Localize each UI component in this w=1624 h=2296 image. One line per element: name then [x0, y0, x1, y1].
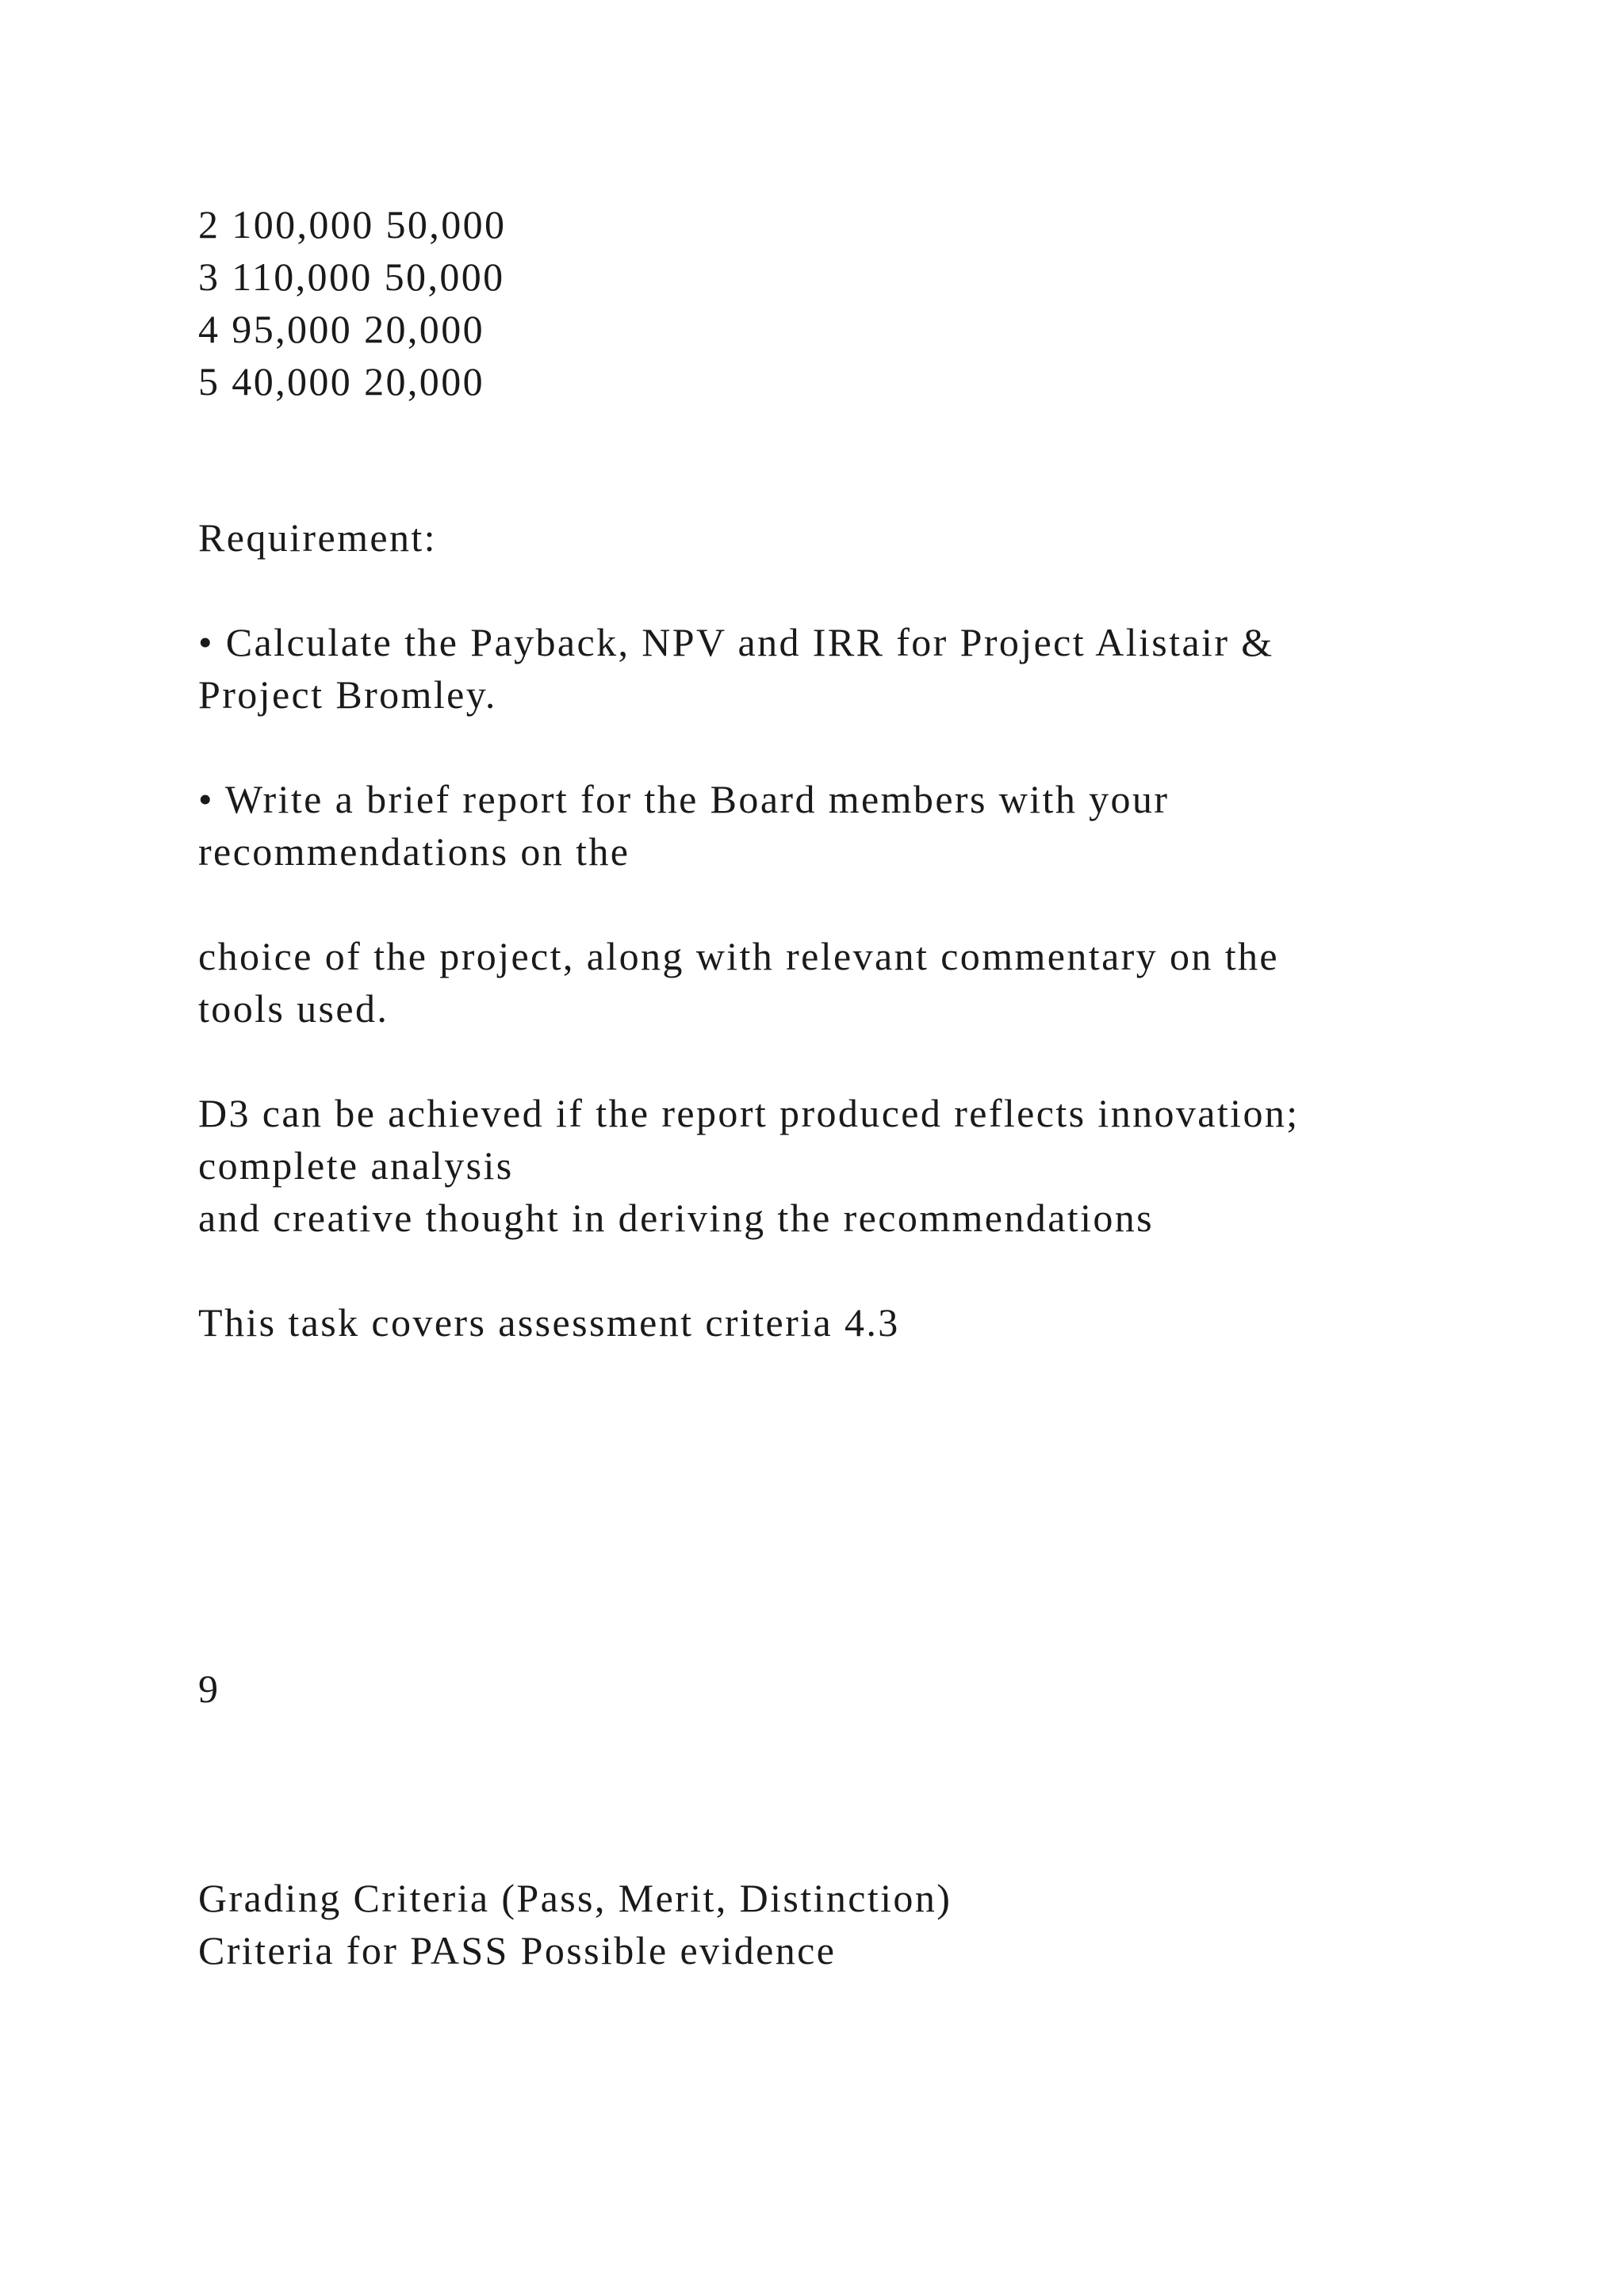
page-number: 9	[198, 1667, 220, 1711]
grading-criteria-header: Criteria for PASS Possible evidence	[198, 1928, 837, 1973]
bullet-report-line-1: • Write a brief report for the Board members with your	[198, 777, 1170, 821]
continuation-line-1: choice of the project, along with relevant commentary on the	[198, 934, 1279, 978]
criteria-note: This task covers assessment criteria 4.3	[198, 1300, 900, 1345]
table-row: 2 100,000 50,000	[198, 202, 507, 247]
bullet-calculate-line-1: • Calculate the Payback, NPV and IRR for Project Alistair &	[198, 620, 1274, 664]
distinction-note-line-2: complete analysis	[198, 1143, 514, 1188]
distinction-note-line-1: D3 can be achieved if the report produced reflects innovation;	[198, 1091, 1300, 1135]
table-row: 5 40,000 20,000	[198, 359, 485, 404]
bullet-report-line-2: recommendations on the	[198, 829, 630, 874]
continuation-line-2: tools used.	[198, 986, 389, 1031]
requirement-heading: Requirement:	[198, 515, 437, 560]
grading-criteria-title: Grading Criteria (Pass, Merit, Distinction)	[198, 1876, 952, 1920]
table-row: 3 110,000 50,000	[198, 254, 505, 299]
table-row: 4 95,000 20,000	[198, 307, 485, 351]
bullet-calculate-line-2: Project Bromley.	[198, 672, 497, 717]
distinction-note-line-3: and creative thought in deriving the recommendations	[198, 1196, 1155, 1240]
